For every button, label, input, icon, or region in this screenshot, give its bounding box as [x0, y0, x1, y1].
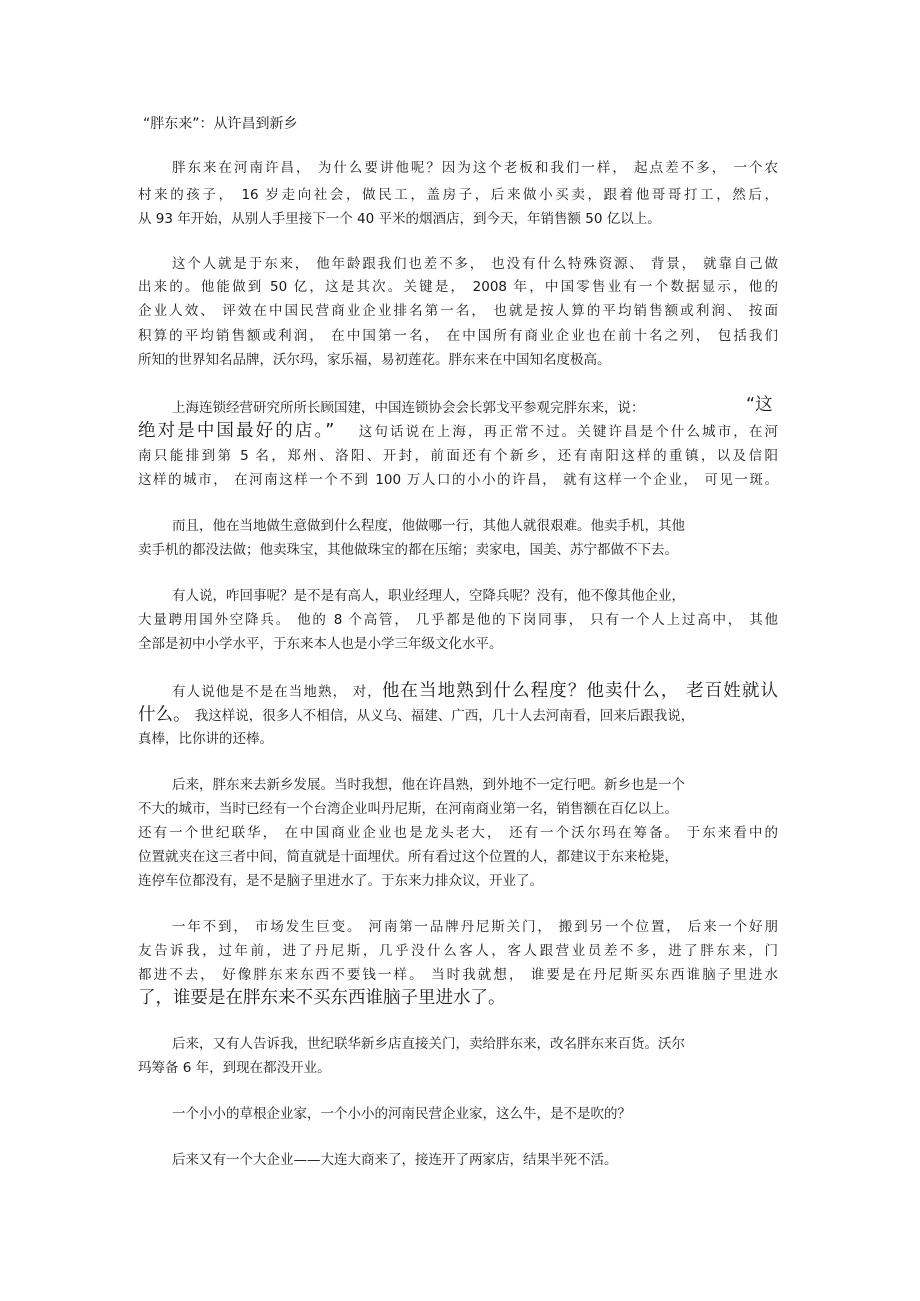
text-line: 南只能排到第 5 名，郑州、洛阳、开封，前面还有个新乡，还有南阳这样的重镇，以及信阳 — [138, 448, 778, 464]
text-line: 而且，他在当地做生意做到什么程度，他做哪一行，其他人就很艰难。他卖手机，其他 — [172, 518, 685, 534]
text-line: 位置就夹在这三者中间，简直就是十面埋伏。所有看过这个位置的人，都建议于东来枪毙， — [138, 849, 678, 865]
text-line — [138, 421, 778, 442]
text-line: 友告诉我，过年前，进了丹尼斯，几乎没什么客人，客人跟营业员差不多，进了胖东来，门 — [138, 943, 778, 959]
text-line — [172, 681, 778, 702]
text-line: 还有一个世纪联华， 在中国商业企业也是龙头老大， 还有一个沃尔玛在筹备。 于东来看中的 — [138, 825, 778, 841]
text-line: 这个人就是于东来， 他年龄跟我们也差不多， 也没有什么特殊资源、 背景， 就靠自己做 — [172, 256, 778, 272]
text-line: 出来的。他能做到 50 亿，这是其次。关键是， 2008 年，中国零售业有一个数据显示，他的 — [138, 279, 778, 295]
text-line: 都进不去， 好像胖东来东西不要钱一样。 当时我就想， 谁要是在丹尼斯买东西谁脑子里进水 — [138, 967, 778, 983]
text-line: 后来，又有人告诉我，世纪联华新乡店直接关门，卖给胖东来，改名胖东来百货。沃尔 — [172, 1036, 685, 1052]
text-line: 一个小小的草根企业家，一个小小的河南民营企业家，这么牛，是不是吹的？ — [172, 1106, 631, 1122]
text-line: 有人说，咋回事呢？是不是有高人，职业经理人，空降兵呢？没有，他不像其他企业， — [172, 588, 685, 604]
article-title: “胖东来”：从许昌到新乡 — [143, 116, 298, 132]
text-line: 这样的城市， 在河南这样一个不到 100 万人口的小小的许昌， 就有这样一个企业， 可见一斑。 — [138, 472, 778, 488]
text-line: 后来，胖东来去新乡发展。当时我想，他在许昌熟，到外地不一定行吧。新乡也是一个 — [172, 777, 685, 793]
text-line: 胖东来在河南许昌， 为什么要讲他呢？因为这个老板和我们一样， 起点差不多， 一个农 — [172, 160, 778, 176]
text-run: 有人说他是不是在当地熟， 对， — [172, 684, 382, 700]
text-line: 全部是初中小学水平，于东来本人也是小学三年级文化水平。 — [138, 636, 503, 652]
text-line: 积算的平均销售额或利润， 在中国第一名， 在中国所有商业企业也在前十名之列， 包括我们 — [138, 328, 778, 344]
quote-open: “这 — [746, 395, 773, 415]
text-line: 玛筹备 6 年，到现在都没开业。 — [138, 1060, 331, 1076]
quote-text: 绝对是中国最好的店。” — [138, 421, 335, 441]
text-line: 所知的世界知名品牌，沃尔玛，家乐福，易初莲花。胖东来在中国知名度极高。 — [138, 352, 611, 368]
text-line: 大量聘用国外空降兵。 他的 8 个高管， 几乎都是他的下岗同事， 只有一个人上过高中， 其他 — [138, 612, 778, 628]
emphasis-text: 什么。 — [138, 705, 191, 725]
text-run: 上海连锁经营研究所所长顾国建，中国连锁协会会长郭戈平参观完胖东来，说： — [172, 400, 645, 416]
text-line: 后来又有一个大企业——大连大商来了，接连开了两家店，结果半死不活。 — [172, 1152, 618, 1168]
text-line: 从 93 年开始，从别人手里接下一个 40 平米的烟酒店，到今天，年销售额 50 亿以上。 — [138, 211, 661, 227]
text-line: 企业人效、 评效在中国民营商业企业排名第一名， 也就是按人算的平均销售额或利润、 按面 — [138, 303, 778, 319]
emphasis-text: 他在当地熟到什么程度？他卖什么， 老百姓就认 — [381, 681, 778, 701]
text-line: 不大的城市，当时已经有一个台湾企业叫丹尼斯，在河南商业第一名，销售额在百亿以上。 — [138, 801, 678, 817]
text-line: 连停车位都没有，是不是脑子里进水了。于东来力排众议，开业了。 — [138, 873, 543, 889]
text-line — [172, 398, 778, 418]
text-line: 一年不到， 市场发生巨变。 河南第一品牌丹尼斯关门， 搬到另一个位置， 后来一个好朋 — [172, 919, 778, 935]
text-run: 我这样说，很多人不相信，从义乌、福建、广西，几十人去河南看，回来后跟我说， — [190, 708, 695, 724]
emphasis-line: 了，谁要是在胖东来不买东西谁脑子里进水了。 — [138, 988, 506, 1008]
text-run: 这句话说在上海，再正常不过。关键许昌是个什么城市，在河 — [358, 424, 779, 440]
text-line — [138, 705, 778, 726]
text-line: 村来的孩子， 16 岁走向社会，做民工，盖房子，后来做小买卖，跟着他哥哥打工，然后， — [138, 187, 778, 203]
text-line: 卖手机的都没法做；他卖珠宝，其他做珠宝的都在压缩；卖家电，国美、苏宁都做不下去。 — [138, 542, 678, 558]
text-line: 真棒，比你讲的还棒。 — [138, 731, 273, 747]
